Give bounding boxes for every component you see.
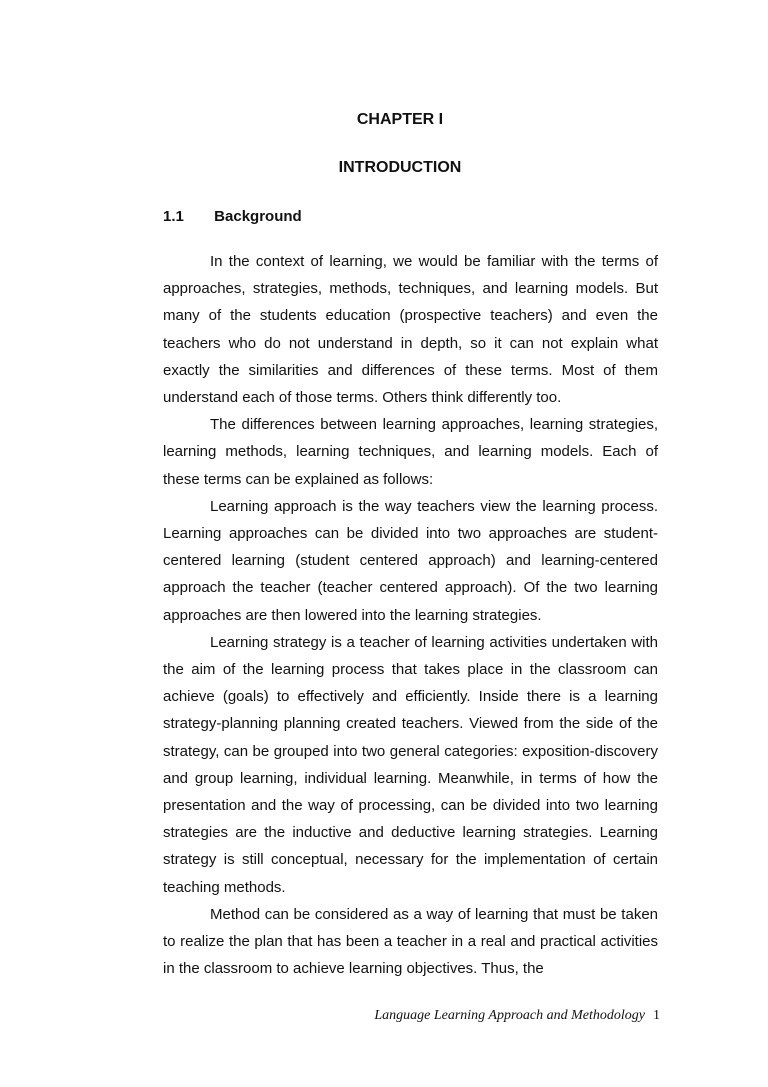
paragraph: Learning approach is the way teachers view the learning process. Learning approaches can be divided into two approaches are student-centered learning (student centered approach) and learning-centered approach the teacher (teacher centered approach). Of the two learning approaches are then lowered into the learning strategies. — [163, 497, 658, 624]
section-heading — [163, 206, 302, 228]
section-number: 1.1 — [163, 208, 184, 225]
paragraph: In the context of learning, we would be familiar with the terms of approaches, strategies, methods, techniques, and learning models. But many of the students education (prospective teachers) and even the teachers who do not understand in depth, so it can not explain what exactly the similarities and differences of these terms. Most of them understand each of those terms. Others think differently too. — [163, 253, 658, 407]
paragraph: Learning strategy is a teacher of learning activities undertaken with the aim of the learning process that takes place in the classroom can achieve (goals) to effectively and efficiently. Inside there is a learning strategy-planning planning created teachers. Viewed from the side of the strategy, can be grouped into two general categories: exposition-discovery and group learning, individual learning. Meanwhile, in terms of how the presentation and the way of processing, can be divided into two learning strategies are the inductive and deductive learning strategies. Learning strategy is still conceptual, necessary for the implementation of certain teaching methods. — [163, 633, 658, 896]
paragraph: Method can be considered as a way of learning that must be taken to realize the plan that has been a teacher in a real and practical activities in the classroom to achieve learning objectives. Thus, the — [163, 905, 658, 978]
page-footer — [374, 1006, 660, 1026]
section-title: Background — [214, 208, 302, 225]
footer-book-title: Language Learning Approach and Methodology — [374, 1008, 645, 1023]
chapter-label: CHAPTER I — [356, 111, 444, 128]
page-number: 1 — [653, 1008, 660, 1023]
body-text — [163, 248, 658, 982]
chapter-title: INTRODUCTION — [338, 159, 462, 176]
paragraph: The differences between learning approaches, learning strategies, learning methods, learning techniques, and learning models. Each of these terms can be explained as follows: — [163, 416, 658, 488]
